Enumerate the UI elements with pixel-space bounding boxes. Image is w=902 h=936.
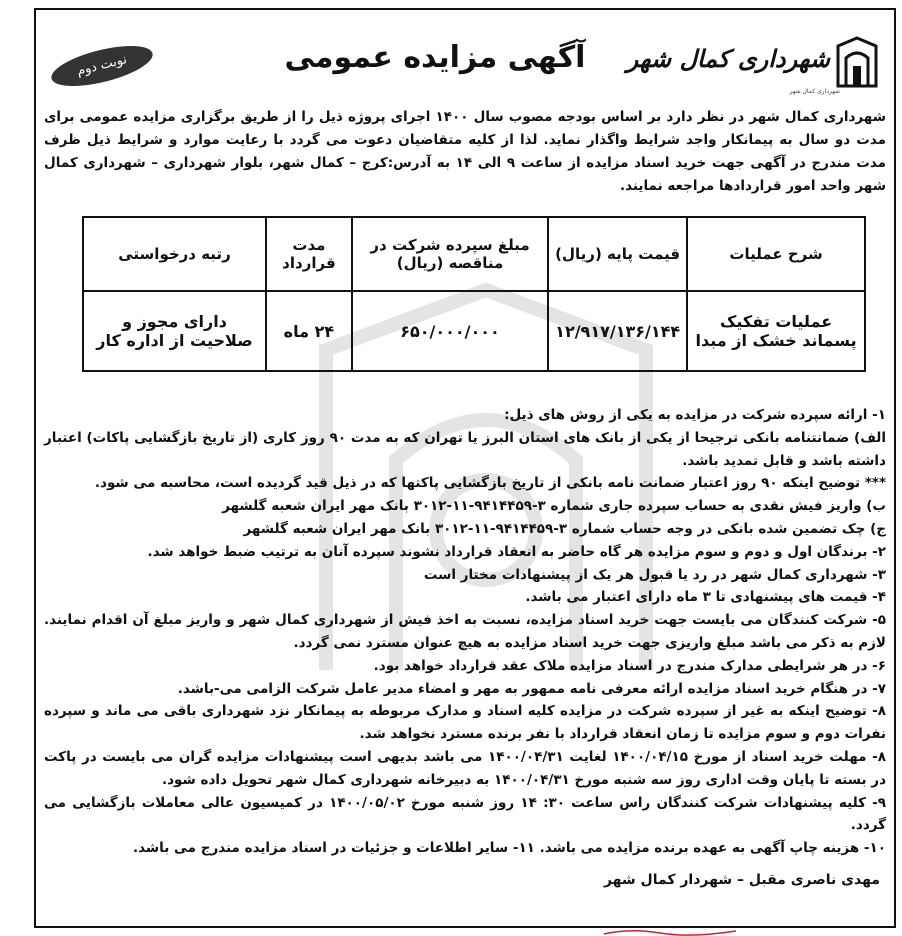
term-item: ۲- برندگان اول و دوم و سوم مزایده هر گاه حاضر به انعقاد قرارداد نشوند سپرده آنان به ترتیب ضبط خواهد شد. (147, 543, 886, 560)
signature-line: مهدی ناصری مقبل – شهردار کمال شهر (603, 872, 880, 888)
term-item: ۱۰- هزینه چاپ آگهی به عهده برنده مزایده می باشد. ۱۱- سایر اطلاعات و جزئیات در اسناد مزایده مندرج می باشد. (132, 840, 886, 857)
municipality-logo (626, 36, 880, 96)
term-item: ۵- شرکت کنندگان می بایست جهت خرید اسناد مزایده، نسبت به اخذ فیش از شهرداری کمال شهر و واریز مبلغ آن اقدام نمایند. لازم به ذکر می باشد مبلغ واریزی جهت خرید اسناد مزایده به هیچ عنوان مسترد نمی گردد. (44, 612, 886, 651)
term-item: ۱- ارائه سپرده شرکت در مزایده به یکی از روش های ذیل: (504, 407, 886, 423)
municipality-emblem-icon (834, 36, 880, 88)
notice-title: آگهی مزایده عمومی (284, 40, 586, 75)
table-header-row (83, 217, 865, 291)
term-item: ۸- توضیح اینکه به غیر از سپرده شرکت در مزایده کلیه اسناد و مدارک مربوطه به پیمانکار نزد شهرداری باقی می ماند و سپرده نفرات دوم و سوم مزایده تا زمان انعقاد قرارداد با نفر برنده مسترد نخواهد شد. (44, 703, 886, 743)
term-item: ۸- مهلت خرید اسناد از مورخ ۱۴۰۰/۰۴/۱۵ لغایت ۱۴۰۰/۰۴/۳۱ می باشد بدیهی است پیشنهادات مزایده گران می بایست در پاکت در بسته تا پایان وقت اداری روز سه شنبه مورخ ۱۴۰۰/۰۴/۳۱ به دبیرخانه شهرداری کمال شهر تحویل داده شود. (44, 748, 886, 788)
term-item: ۴- قیمت های پیشنهادی تا ۳ ماه دارای اعتبار می باشد. (525, 589, 886, 606)
terms-list (44, 404, 886, 860)
table-cell: ۲۴ ماه (266, 291, 352, 371)
table-cell: عملیات تفکیک پسماند خشک از مبدا (687, 291, 865, 371)
table-cell: ۱۲/۹۱۷/۱۳۶/۱۴۴ (548, 291, 687, 371)
project-table (82, 216, 866, 372)
term-item: *** توضیح اینکه ۹۰ روز اعتبار ضمانت نامه بانکی از تاریخ بازگشایی پاکتها که در ذیل قید گردیده است، محاسبه می شود. (94, 475, 886, 492)
logo-text: شهرداری کمال شهر (626, 44, 830, 73)
table-header-cell: قیمت پایه (ریال) (548, 217, 687, 291)
table-header-cell: رتبه درخواستی (83, 217, 266, 291)
table-cell: ۶۵۰/۰۰۰/۰۰۰ (352, 291, 548, 371)
logo-tagline: شهرداری کمال شهر (789, 88, 840, 95)
table-header-cell: مبلغ سپرده شرکت در مناقصه (ریال) (352, 217, 548, 291)
notice-frame (34, 8, 896, 928)
term-item: ۶- در هر شرایطی مدارک مندرج در اسناد مزایده ملاک عقد قرارداد خواهد بود. (373, 657, 886, 674)
term-item: ۷- در هنگام خرید اسناد مزایده ارائه معرفی نامه ممهور به مهر و امضاء مدیر عامل شرکت الزامی می-باشد. (177, 680, 886, 697)
handwritten-mark (600, 928, 740, 936)
table-row (83, 291, 865, 371)
term-item: ۳- شهرداری کمال شهر در رد یا قبول هر یک از پیشنهادات مختار است (423, 566, 886, 583)
round-badge: نوبت دوم (48, 38, 157, 94)
term-item: ج) چک تضمین شده بانکی در وجه حساب شماره ۳-۹۴۱۴۴۵۹-۱۱-۳۰۱۲ بانک مهر ایران شعبه گلشهر (243, 520, 886, 537)
table-header-cell: مدت قرارداد (266, 217, 352, 291)
table-cell: دارای مجوز و صلاحیت از اداره کار (83, 291, 266, 371)
term-item: ب) واریز فیش نقدی به حساب سپرده جاری شماره ۳-۹۴۱۴۴۵۹-۱۱-۳۰۱۲ بانک مهر ایران شعبه گلشهر (222, 498, 886, 515)
term-item: الف) ضمانتنامه بانکی ترجیحا از یکی از بانک های استان البرز یا تهران که به مدت ۹۰ روز کاری (از تاریخ بازگشایی پاکات) اعتبار داشته باشد و قابل تمدید باشد. (44, 429, 886, 469)
intro-paragraph: شهرداری کمال شهر در نظر دارد بر اساس بودجه مصوب سال ۱۴۰۰ اجرای پروژه ذیل را از طریق برگزاری مزایده عمومی برای مدت دو سال به پیمانکار واجد شرایط واگذار نماید. لذا از کلیه متقاضیان دعوت می گردد با رعایت موارد و شرایط ذیل ظرف مدت مندرج در آگهی جهت خرید اسناد مزایده از ساعت ۹ الی ۱۴ به آدرس:کرج – کمال شهر، بلوار شهرداری – شهرداری کمال شهر واحد امور قراردادها مراجعه نمایند. (44, 109, 886, 194)
term-item: ۹- کلیه پیشنهادات شرکت کنندگان راس ساعت ۳۰: ۱۴ روز شنبه مورخ ۱۴۰۰/۰۵/۰۲ در کمیسیون عالی معاملات بازگشایی می گردد. (44, 794, 886, 834)
table-header-cell: شرح عملیات (687, 217, 865, 291)
